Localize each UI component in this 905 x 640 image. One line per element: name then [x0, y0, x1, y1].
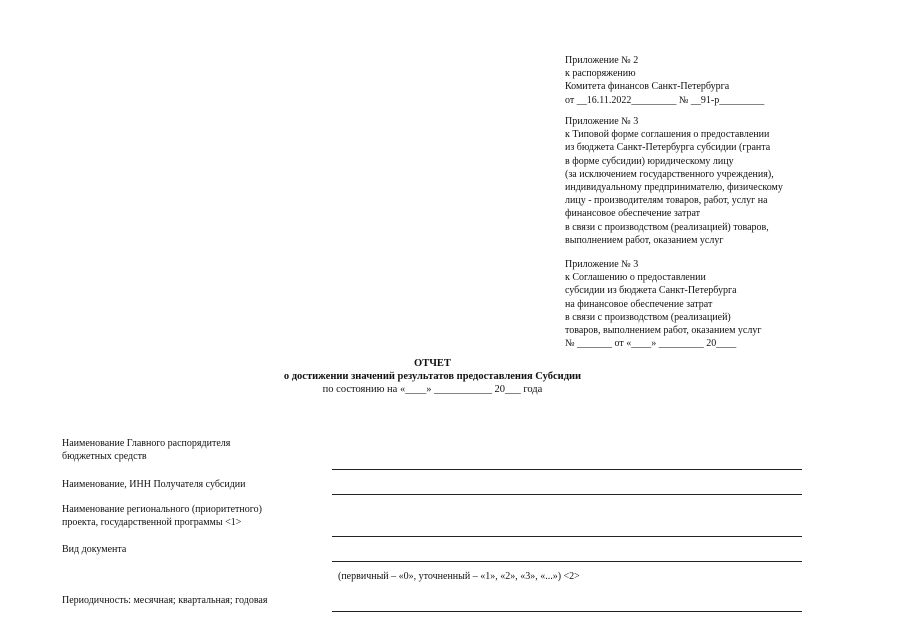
appendix-line: Приложение № 3 [565, 259, 639, 270]
appendix-line: субсидии из бюджета Санкт-Петербурга [565, 285, 737, 297]
chief-manager-label-line: бюджетных средств [62, 451, 147, 462]
appendix-line: на финансовое обеспечение затрат [565, 298, 713, 310]
appendix-line: в форме субсидии) юридическому лицу [565, 155, 734, 167]
report-title-block [180, 357, 685, 396]
appendix-line: Приложение № 2 [565, 55, 639, 66]
project-field-line[interactable] [332, 536, 802, 537]
chief-manager-label [62, 437, 332, 463]
appendix-line: лицу - производителям товаров, работ, услуг на [565, 195, 768, 207]
appendix-line: из бюджета Санкт-Петербурга субсидии (гранта [565, 142, 771, 154]
recipient-field-line[interactable] [332, 494, 802, 495]
appendix-line: выполнением работ, оказанием услуг [565, 234, 724, 246]
periodicity-field-line[interactable] [332, 611, 802, 612]
report-heading: ОТЧЕТ [414, 358, 451, 369]
appendix-line: от __16.11.2022_________ № __91-р_________ [565, 94, 765, 106]
appendix-header-order [565, 54, 900, 107]
appendix-line: № _______ от «____» _________ 20____ [565, 338, 737, 350]
doc-type-field-line[interactable] [332, 561, 802, 562]
appendix-line: к Типовой форме соглашения о предоставлении [565, 129, 770, 141]
project-label [62, 503, 332, 529]
appendix-line: Комитета финансов Санкт-Петербурга [565, 81, 730, 93]
appendix-line: в связи с производством (реализацией) [565, 311, 731, 323]
chief-manager-field-line[interactable] [332, 469, 802, 470]
doc-type-label: Вид документа [62, 544, 127, 555]
appendix-line: товаров, выполнением работ, оказанием услуг [565, 324, 762, 336]
recipient-label: Наименование, ИНН Получателя субсидии [62, 479, 246, 490]
appendix-line: Приложение № 3 [565, 116, 639, 127]
project-label-line: проекта, государственной программы <1> [62, 517, 242, 528]
appendix-line: индивидуальному предпринимателю, физическому [565, 181, 783, 193]
appendix-line: в связи с производством (реализацией) товаров, [565, 221, 769, 233]
project-label-line: Наименование регионального (приоритетного) [62, 504, 262, 515]
appendix-line: к распоряжению [565, 68, 636, 80]
appendix-line: к Соглашению о предоставлении [565, 272, 706, 284]
chief-manager-label-line: Наименование Главного распорядителя [62, 438, 231, 449]
appendix-header-agreement [565, 258, 900, 350]
doc-type-note: (первичный – «0», уточненный – «1», «2», «3», «...») <2> [338, 571, 580, 582]
appendix-line: (за исключением государственного учреждения), [565, 168, 774, 180]
appendix-header-typical-form [565, 115, 900, 247]
periodicity-label: Периодичность: месячная; квартальная; годовая [62, 595, 268, 606]
appendix-line: финансовое обеспечение затрат [565, 208, 701, 220]
report-date-line: по состоянию на «____» ___________ 20___ года [322, 384, 543, 395]
report-subheading: о достижении значений результатов предоставления Субсидии [283, 371, 582, 382]
